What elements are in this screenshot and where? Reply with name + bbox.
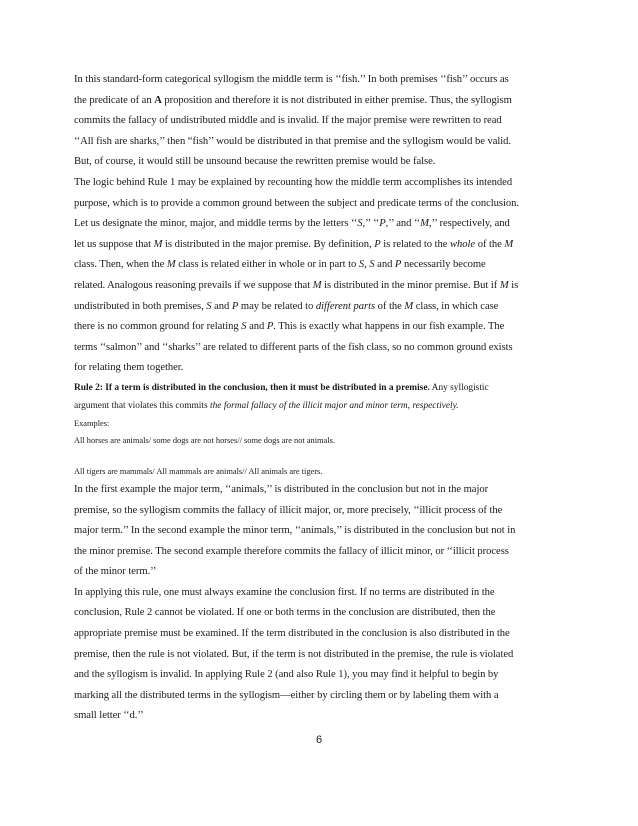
- paragraph-fish-example: [74, 70, 570, 173]
- example-1: All horses are animals/ some dogs are not horses// some dogs are not animals.: [74, 435, 335, 445]
- text-line: In this standard-form categorical syllogism the middle term is ‘‘fish.’’ In both premises ‘‘fish’’ occurs as: [74, 74, 509, 85]
- text-line: appropriate premise must be examined. If the term distributed in the conclusion is also distributed in the: [74, 628, 510, 640]
- text-line: marking all the distributed terms in the syllogism—either by circling them or by labeling them with a: [74, 689, 499, 701]
- text-line: Let us designate the minor, major, and middle terms by the letters ‘‘S,’’ ‘‘P,’’ and ‘‘M,’’ respectively, and: [74, 218, 510, 230]
- text-line: terms ‘‘salmon’’ and ‘‘sharks’’ are related to different parts of the fish class, so no common ground exists: [74, 341, 513, 353]
- page-number: 6: [315, 734, 323, 746]
- text-line: for relating them together.: [74, 362, 184, 374]
- text-line: and the syllogism is invalid. In applying Rule 2 (and also Rule 1), you may find it helpful to begin by: [74, 669, 499, 681]
- text-line: But, of course, it would still be unsound because the rewritten premise would be false.: [74, 156, 436, 168]
- text-line: premise, then the rule is not violated. But, if the term is not distributed in the premise, the rule is violated: [74, 648, 514, 660]
- text-line: major term.’’ In the second example the minor term, ‘‘animals,’’ is distributed in the conclusion but not in: [74, 525, 516, 537]
- text-line: of the minor term.’’: [74, 566, 157, 578]
- text-line: In the first example the major term, ‘‘animals,’’ is distributed in the conclusion but not in the major: [74, 483, 489, 495]
- text-line: the predicate of an A proposition and therefore it is not distributed in either premise. Thus, the syllogism: [74, 94, 512, 106]
- text-line: argument that violates this commits the formal fallacy of the illicit major and minor term, respectively.: [74, 400, 459, 411]
- paragraph-rule1-logic: [74, 173, 570, 379]
- text-line: In applying this rule, one must always examine the conclusion first. If no terms are distributed in the: [74, 586, 495, 598]
- text-line: The logic behind Rule 1 may be explained by recounting how the middle term accomplishes its intended: [74, 176, 513, 188]
- text-line: ‘‘All fish are sharks,’’ then “fish’’ would be distributed in that premise and the syllogism would be valid.: [74, 135, 511, 147]
- text-line: commits the fallacy of undistributed middle and is invalid. If the major premise were rewritten to read: [74, 115, 502, 127]
- text-line: purpose, which is to provide a common ground between the subject and predicate terms of the conclusion.: [74, 197, 519, 209]
- text-line: undistributed in both premises, S and P may be related to different parts of the M class, in which case: [74, 300, 499, 312]
- rule-2-heading: Rule 2: If a term is distributed in the conclusion, then it must be distributed in a premise. Any syllogistic: [74, 382, 489, 393]
- text-line: there is no common ground for relating S and P. This is exactly what happens in our fish example. The: [74, 321, 505, 333]
- text-line: class. Then, when the M class is related either in whole or in part to S, S and P necessarily become: [74, 259, 486, 271]
- rule-2-section: [74, 379, 570, 480]
- text-line: small letter ‘‘d.’’: [74, 710, 144, 722]
- paragraph-examples-explained: [74, 480, 570, 583]
- example-2: All tigers are mammals/ All mammals are animals// All animals are tigers.: [74, 466, 323, 476]
- examples-label: Examples:: [74, 418, 110, 428]
- text-line: let us suppose that M is distributed in the major premise. By definition, P is related to the whole of the M: [74, 238, 514, 250]
- text-line: related. Analogous reasoning prevails if we suppose that M is distributed in the minor premise. But if M is: [74, 279, 519, 291]
- page-body: [74, 70, 570, 727]
- paragraph-applying-rule: [74, 583, 570, 727]
- text-line: the minor premise. The second example therefore commits the fallacy of illicit minor, or ‘‘illicit process: [74, 545, 509, 557]
- text-line: conclusion, Rule 2 cannot be violated. If one or both terms in the conclusion are distributed, then the: [74, 607, 496, 619]
- text-line: premise, so the syllogism commits the fallacy of illicit major, or, more precisely, ‘‘illicit process of the: [74, 504, 503, 516]
